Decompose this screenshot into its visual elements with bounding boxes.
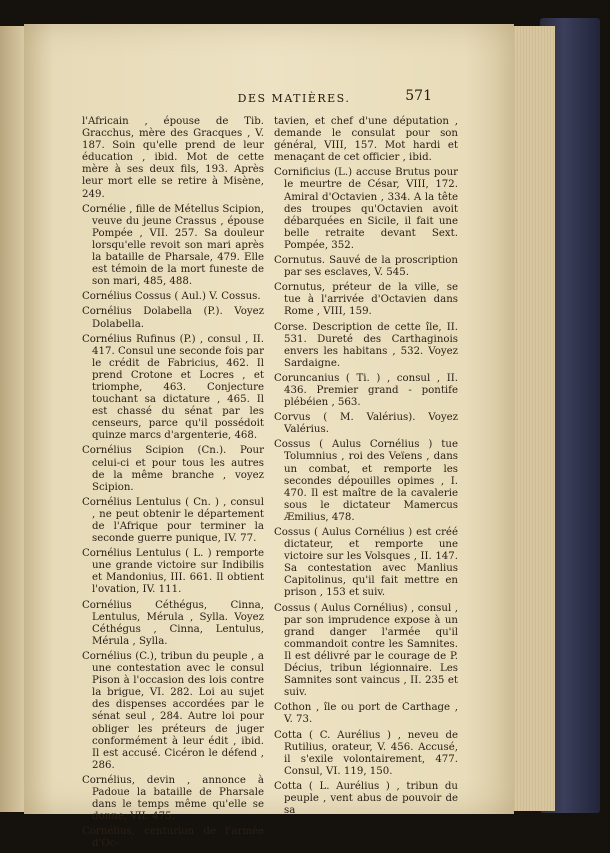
index-entry: Cossus ( Aulus Cornélius ) est créé dictateur, et remporte une victoire sur les Volsques , II. 147. Sa contestation avec Manlius Capitolinus, qu'il fait mettre en prison , 153 et suiv. [274, 527, 458, 599]
index-entry: Cotta ( L. Aurélius ) , tribun du peuple , vent abus de pouvoir de sa [274, 780, 458, 817]
index-entry: Cornélius Dolabella (P.). Voyez Dolabella. [82, 306, 264, 330]
index-entry: tavien, et chef d'une députation , demande le consulat pour son général, VIII, 157. Mot hardi et menaçant de cet officier , ibid. [274, 116, 458, 164]
index-entry: Cornutus, préteur de la ville, se tue à l'arrivée d'Octavien dans Rome , VIII, 159. [274, 282, 458, 318]
index-entry: Cornélius, centurion de l'armée d'Oc- [82, 826, 264, 850]
right-column [274, 116, 458, 820]
index-entry: Cornélius (C.), tribun du peuple , a une contestation avec le consul Pison à l'occasion des lois contre la brigue, VI. 282. Loi au sujet des dispenses accordées par le sénat seul , 284. Autre loi pour obliger les préteurs de juger conformément à leur édit , ibid. Il est accusé. Cicéron le défend , 286. [82, 650, 264, 771]
index-entry: Cotta ( C. Aurélius ) , neveu de Rutilius, orateur, V. 456. Accusé, il s'exile volontairement, 477. Consul, VI. 119, 150. [274, 729, 458, 777]
index-entry: Cornélius, devin , annonce à Padoue la bataille de Pharsale dans le temps même qu'elle se donne, VII. 475. [82, 774, 264, 823]
index-entry: Corse. Description de cette île, II. 531. Dureté des Carthaginois envers les habitans , 532. Voyez Sardaigne. [274, 321, 458, 369]
index-entry: Cornélius Rufinus (P.) , consul , II. 417. Consul une seconde fois par le crédit de Fabricius, 462. Il prend Crotone et Locres , et triomphe, 463. Conjecture touchant sa dictature , 465. Il est chassé du sénat par les censeurs, parce qu'il possédoit quinze marcs d'argenterie, 468. [82, 333, 264, 442]
page-edges [512, 26, 555, 811]
index-entry: l'Africain , épouse de Tib. Gracchus, mère des Gracques , V. 187. Soin qu'elle prend de leur éducation , ibid. Mot de cette mère à ses deux fils, 193. Après leur mort elle se retire à Misène, 249. [82, 116, 264, 200]
index-entry: Cornélius Scipion (Cn.). Pour celui-ci et pour tous les autres de la même branche , voyez Scipion. [82, 445, 264, 493]
book-page [24, 24, 514, 850]
index-entry: Corvus ( M. Valérius). Voyez Valérius. [274, 412, 458, 436]
index-entry: Cothon , île ou port de Carthage , V. 73. [274, 702, 458, 726]
index-entry: Cornutus. Sauvé de la proscription par ses esclaves, V. 545. [274, 255, 458, 279]
index-entry: Cornélius Lentulus ( Cn. ) , consul , ne peut obtenir le département de l'Afrique pour terminer la seconde guerre punique, IV. 77. [82, 496, 264, 545]
index-entry: Cornificius (L.) accuse Brutus pour le meurtre de César, VIII, 172. Amiral d'Octavien , 334. A la tête des troupes qu'Octavien avoit débarquées en Sicile, il fait une belle retraite devant Sext. Pompée, 352. [274, 167, 458, 251]
index-entry: Cornélius Cossus ( Aul.) V. Cossus. [82, 291, 261, 303]
index-entry: Cossus ( Aulus Cornélius) , consul , par son imprudence expose à un grand danger l'armée qu'il commandoit contre les Samnites. Il est délivré par le courage de P. Décius, tribun légionnaire. Les Samnites sont vaincus , II. 235 et suiv. [274, 602, 458, 699]
index-entry: Coruncanius ( Ti. ) , consul , II. 436. Premier grand - pontife plébéien , 563. [274, 372, 458, 409]
index-entry: Cornélie , fille de Métellus Scipion, veuve du jeune Crassus , épouse Pompée , VII. 257. Sa douleur lorsqu'elle revoit son mari après la bataille de Pharsale, 479. Elle est témoin de la mort funeste de son mari, 485, 488. [82, 203, 264, 288]
running-head: DES MATIÈRES. [237, 92, 351, 105]
left-page-edge [0, 26, 24, 812]
index-entry: Cornélius Céthégus, Cinna, Lentulus, Mérula , Sylla. Voyez Céthégus , Cinna, Lentulus, Mérula , Sylla. [82, 599, 264, 647]
left-column [82, 116, 264, 853]
index-entry: Cossus ( Aulus Cornélius ) tue Tolumnius , roi des Veïens , dans un combat, et remporte les secondes dépouilles opimes , I. 470. Il est maître de la cavalerie sous le dictateur Mamercus Æmilius, 478. [274, 439, 458, 523]
index-entry: Cornélius Lentulus ( L. ) remporte une grande victoire sur Indibilis et Mandonius, III. 661. Il obtient l'ovation, IV. 111. [82, 548, 264, 596]
page-number: 571 [405, 88, 432, 104]
